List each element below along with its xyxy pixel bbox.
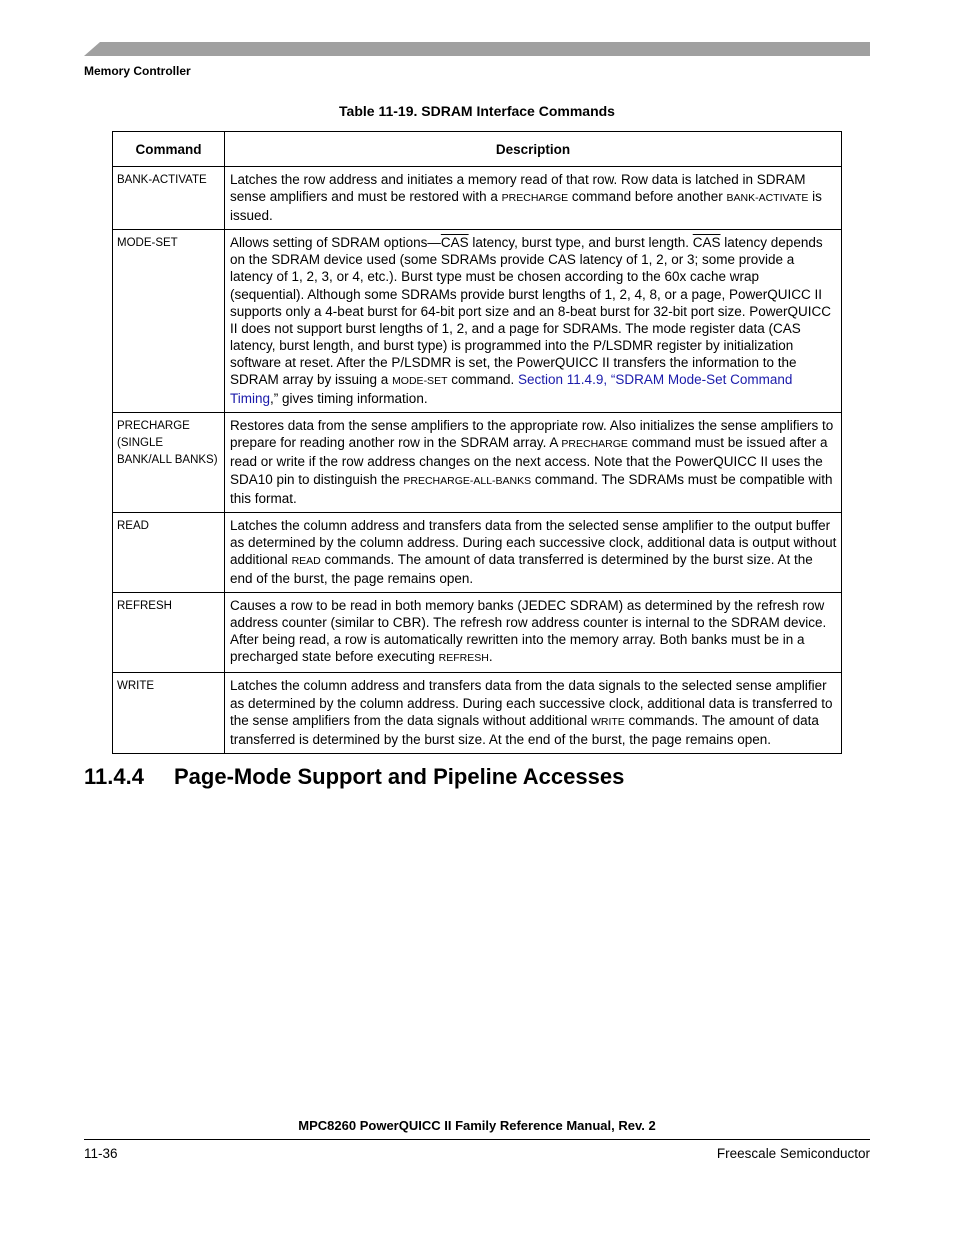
description-text: Causes a row to be read in both memory banks (JEDEC SDRAM) as determined by the refresh row address counter (similar to CBR). The refresh row address counter is internal to the SDRAM device. After being read, a row is automatically rewritten into the memory array. Both banks must be in a precharged state before executing xyxy=(230,598,827,665)
description-cell xyxy=(225,167,842,230)
command-cell: MODE-SET xyxy=(113,230,225,413)
description-text: command. The SDRAMs must be compatible with this format. xyxy=(230,471,833,506)
running-head: Memory Controller xyxy=(84,64,191,78)
command-name: PRECHARGE xyxy=(501,192,569,205)
command-name-line: PRECHARGE xyxy=(117,420,190,433)
description-text: Allows setting of SDRAM options— xyxy=(230,235,441,251)
command-name: WRITE xyxy=(590,715,625,728)
description-text: . xyxy=(488,649,493,665)
description-text: latency, burst type, and burst length. xyxy=(468,235,693,251)
description-text: Restores data from the sense amplifiers to the appropriate row. Also initializes the sense amplifiers to prepare for reading another row in the SDRAM array. A xyxy=(230,418,834,451)
table-header-row xyxy=(113,132,842,167)
description-cell xyxy=(225,512,842,592)
description-text: ,” gives timing information. xyxy=(270,391,428,407)
section-heading xyxy=(84,764,624,790)
description-text: is issued. xyxy=(230,189,822,224)
command-cell: READ xyxy=(113,512,225,592)
table-row xyxy=(113,167,842,230)
section-number: 11.4.4 xyxy=(84,764,144,789)
command-name: PRECHARGE xyxy=(561,438,628,451)
column-header-command: Command xyxy=(113,132,225,167)
command-name: READ xyxy=(291,554,321,567)
section-cross-reference-link[interactable]: Section 11.4.9, “SDRAM Mode-Set Command Timing xyxy=(230,372,793,407)
sdram-commands-table xyxy=(112,131,842,754)
column-header-description: Description xyxy=(225,132,842,167)
section-title: Page-Mode Support and Pipeline Accesses xyxy=(174,764,625,789)
table-row xyxy=(113,673,842,753)
description-text: commands. The amount of data transferred is determined by the burst size. At the end of the burst, the page remains open. xyxy=(230,712,819,747)
command-cell: REFRESH xyxy=(113,593,225,673)
command-name: MODE-SET xyxy=(392,375,448,388)
table-row xyxy=(113,413,842,512)
description-text: command before another xyxy=(568,189,727,205)
command-name-line: BANK/ALL BANKS) xyxy=(117,454,218,467)
command-name: REFRESH xyxy=(438,652,489,665)
command-name: BANK-ACTIVATE xyxy=(726,192,809,205)
table-row xyxy=(113,593,842,673)
header-bar xyxy=(84,42,870,56)
description-text: Latches the column address and transfers data from the data signals to the selected sense amplifier as determined by the column address. During each successive clock, additional data is transferred to the sense amplifiers from the data signals without additional xyxy=(230,678,833,728)
footer-manual-title: MPC8260 PowerQUICC II Family Reference Manual, Rev. 2 xyxy=(298,1118,656,1133)
description-text: command must be issued after a read or write if the row address changes on the next access. Note that the PowerQUICC II uses the SDA10 pin to distinguish the xyxy=(230,435,828,487)
command-name: PRECHARGE-ALL-BANKS xyxy=(403,474,532,487)
description-text: commands. The amount of data transferred is determined by the burst size. At the end of the burst, the page remains open. xyxy=(230,551,813,586)
signal-name-overbar: $\overline{CAS}$ xyxy=(692,235,721,251)
table-row xyxy=(113,230,842,413)
description-text: Latches the row address and initiates a memory read of that row. Row data is latched in SDRAM sense amplifiers and must be restored with a xyxy=(230,172,806,205)
description-cell xyxy=(225,593,842,673)
signal-name-overbar: $\overline{CAS}$ xyxy=(440,235,469,251)
description-cell xyxy=(225,230,842,413)
command-cell: BANK-ACTIVATE xyxy=(113,167,225,230)
description-text: Latches the column address and transfers data from the selected sense amplifier to the output buffer as determined by the column address. During each successive clock, additional data is output without additional xyxy=(230,517,837,567)
command-cell: WRITE xyxy=(113,673,225,753)
command-name-line: (SINGLE xyxy=(117,437,164,450)
description-cell xyxy=(225,413,842,512)
description-text: command. xyxy=(447,372,519,388)
table-row xyxy=(113,512,842,592)
description-cell xyxy=(225,673,842,753)
command-cell xyxy=(113,413,225,512)
page-number: 11-36 xyxy=(84,1146,118,1161)
description-text: latency depends on the SDRAM device used (some SDRAMs provide CAS latency of 1, 2, or 3; some provide a latency of 1, 2, 3, or 4, etc.). Burst type must be chosen according to the 60x cache wrap (sequential). Although some SDRAMs provide burst lengths of 1, 2, 4, 8, or a page, PowerQUICC II supports only a 4-beat burst for 64-bit port size and an 8-beat burst for 32-bit port size. PowerQUICC II does not support burst lengths of 1, 2, and a page for SDRAMs. The mode register data (CAS latency, burst length, and burst type) is programmed into the P/LSDMR register by initialization software at reset. After the P/LSDMR is set, the PowerQUICC II transfers the information to the SDRAM array by issuing a xyxy=(230,235,832,388)
table-title: Table 11-19. SDRAM Interface Commands xyxy=(339,103,615,119)
footer-divider xyxy=(84,1139,870,1140)
company-name: Freescale Semiconductor xyxy=(716,1146,870,1161)
